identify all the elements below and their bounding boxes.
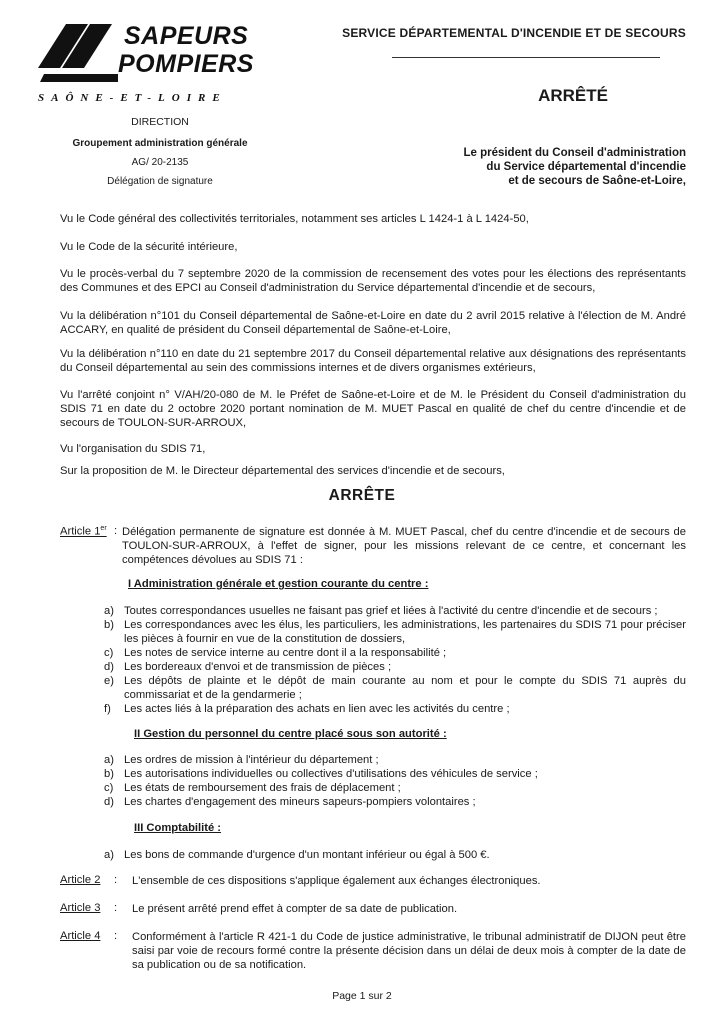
group-label: Groupement administration générale xyxy=(72,138,248,149)
list-item: d) Les chartes d'engagement des mineurs sapeurs-pompiers volontaires ; xyxy=(104,796,476,808)
document-title: ARRÊTÉ xyxy=(538,86,608,105)
list-item: c) Les notes de service interne au centre dont il a la responsabilité ; xyxy=(104,647,447,659)
section-1-list xyxy=(104,604,686,716)
subject-label: Délégation de signature xyxy=(107,176,213,187)
direction-label: DIRECTION xyxy=(131,116,189,128)
section-heading: I Administration générale et gestion courante du centre : xyxy=(128,578,429,590)
list-item: a) Les bons de commande d'urgence d'un montant inférieur ou égal à 500 €. xyxy=(104,849,490,861)
president-line: Le président du Conseil d'administration xyxy=(463,147,686,159)
section-heading: III Comptabilité : xyxy=(134,822,222,834)
list-item: c) Les états de remboursement des frais de déplacement ; xyxy=(104,782,401,794)
article-2-colon: : xyxy=(114,874,118,886)
list-item: d) Les bordereaux d'envoi et de transmission de pièces ; xyxy=(104,661,392,673)
article-4-colon: : xyxy=(114,930,118,942)
page-number: Page 1 sur 2 xyxy=(332,990,392,1002)
article-1-text: Délégation permanente de signature est donnée à M. MUET Pascal, chef du centre d'incendie et de secours de TOULON-SUR-ARROUX, à l'effet de signer, pour les missions relevant de ce centre, et concernant les compétences dévolues au SDIS 71 : xyxy=(122,526,686,566)
recital: Vu le Code général des collectivités territoriales, notamment ses articles L 1424-1 à L 1424-50, xyxy=(60,213,529,225)
article-1-colon: : xyxy=(114,525,118,537)
section-3-list xyxy=(104,848,686,862)
list-item: a) Toutes correspondances usuelles ne faisant pas grief et liées à l'activité du centre d'incendie et de secours ; xyxy=(104,605,658,617)
article-2-text: L'ensemble de ces dispositions s'applique également aux échanges électroniques. xyxy=(132,875,541,887)
recital: Vu la délibération n°110 en date du 21 septembre 2017 du Conseil départemental relative aux désignations des représentants du Conseil départemental au sein des commissions internes et de divers organismes extérieurs, xyxy=(60,348,686,374)
article-3-label: Article 3 xyxy=(60,902,101,914)
service-name: SERVICE DÉPARTEMENTAL D'INCENDIE ET DE SECOURS xyxy=(342,26,686,40)
service-underline xyxy=(392,57,660,58)
recital: Vu le procès-verbal du 7 septembre 2020 de la commission de recensement des votes pour les élections des représentants des Communes et des EPCI au Conseil d'administration du Service départemental d'incendie et de secours, xyxy=(60,268,686,294)
section-heading: II Gestion du personnel du centre placé sous son autorité : xyxy=(134,728,447,740)
article-2-label: Article 2 xyxy=(60,874,101,886)
recital: Vu l'organisation du SDIS 71, xyxy=(60,443,206,455)
president-block xyxy=(300,146,686,188)
reference-number: AG/ 20-2135 xyxy=(131,157,189,168)
list-item: b) Les autorisations individuelles ou collectives d'utilisations des véhicules de service ; xyxy=(104,768,538,780)
recital: Vu l'arrêté conjoint n° V/AH/20-080 de M. le Préfet de Saône-et-Loire et de M. le Président du Conseil d'administration du SDIS 71 en date du 2 octobre 2020 portant nomination de M. MUET Pascal en qualité de chef du centre d'incendie et de secours de TOULON-SUR-ARROUX, xyxy=(60,389,686,429)
article-4-label: Article 4 xyxy=(60,930,101,942)
list-item: f) Les actes liés à la préparation des achats en lien avec les activités du centre ; xyxy=(104,703,510,715)
recital: Vu le Code de la sécurité intérieure, xyxy=(60,241,238,253)
logo-line-pompiers: POMPIERS xyxy=(118,50,254,78)
recital: Sur la proposition de M. le Directeur départemental des services d'incendie et de secours, xyxy=(60,465,505,477)
list-item: a) Les ordres de mission à l'intérieur du département ; xyxy=(104,754,379,766)
decision-title: ARRÊTE xyxy=(328,487,396,504)
president-line: du Service départemental d'incendie xyxy=(486,161,686,173)
article-3-text: Le présent arrêté prend effet à compter de sa date de publication. xyxy=(132,903,458,915)
logo-tagline: SAÔNE-ET-LOIRE xyxy=(38,92,227,104)
list-item: e) Les dépôts de plainte et le dépôt de main courante au nom et pour le compte du SDIS 71 auprès du commissariat et de la gendarmerie ; xyxy=(104,675,686,701)
article-1-label: Article 1er xyxy=(60,525,107,538)
article-3-colon: : xyxy=(114,902,118,914)
section-2-list xyxy=(104,753,686,809)
list-item: b) Les correspondances avec les élus, les particuliers, les administrations, les partenaires du SDIS 71 pour préciser les pièces à fournir en vue de la constitution de dossiers, xyxy=(104,619,686,645)
recital: Vu la délibération n°101 du Conseil départemental de Saône-et-Loire en date du 2 avril 2015 relative à l'élection de M. André ACCARY, en qualité de président du Conseil départemental de Saône-et-Loire, xyxy=(60,310,686,336)
logo-line-sapeurs: SAPEURS xyxy=(124,22,249,50)
president-line: et de secours de Saône-et-Loire, xyxy=(508,175,686,187)
article-4-text: Conformément à l'article R 421-1 du Code de justice administrative, le tribunal administratif de DIJON peut être saisi par voie de recours formé contre la présente décision dans un délai de deux mois à compter de la date de sa publication ou de sa notification. xyxy=(132,931,686,971)
